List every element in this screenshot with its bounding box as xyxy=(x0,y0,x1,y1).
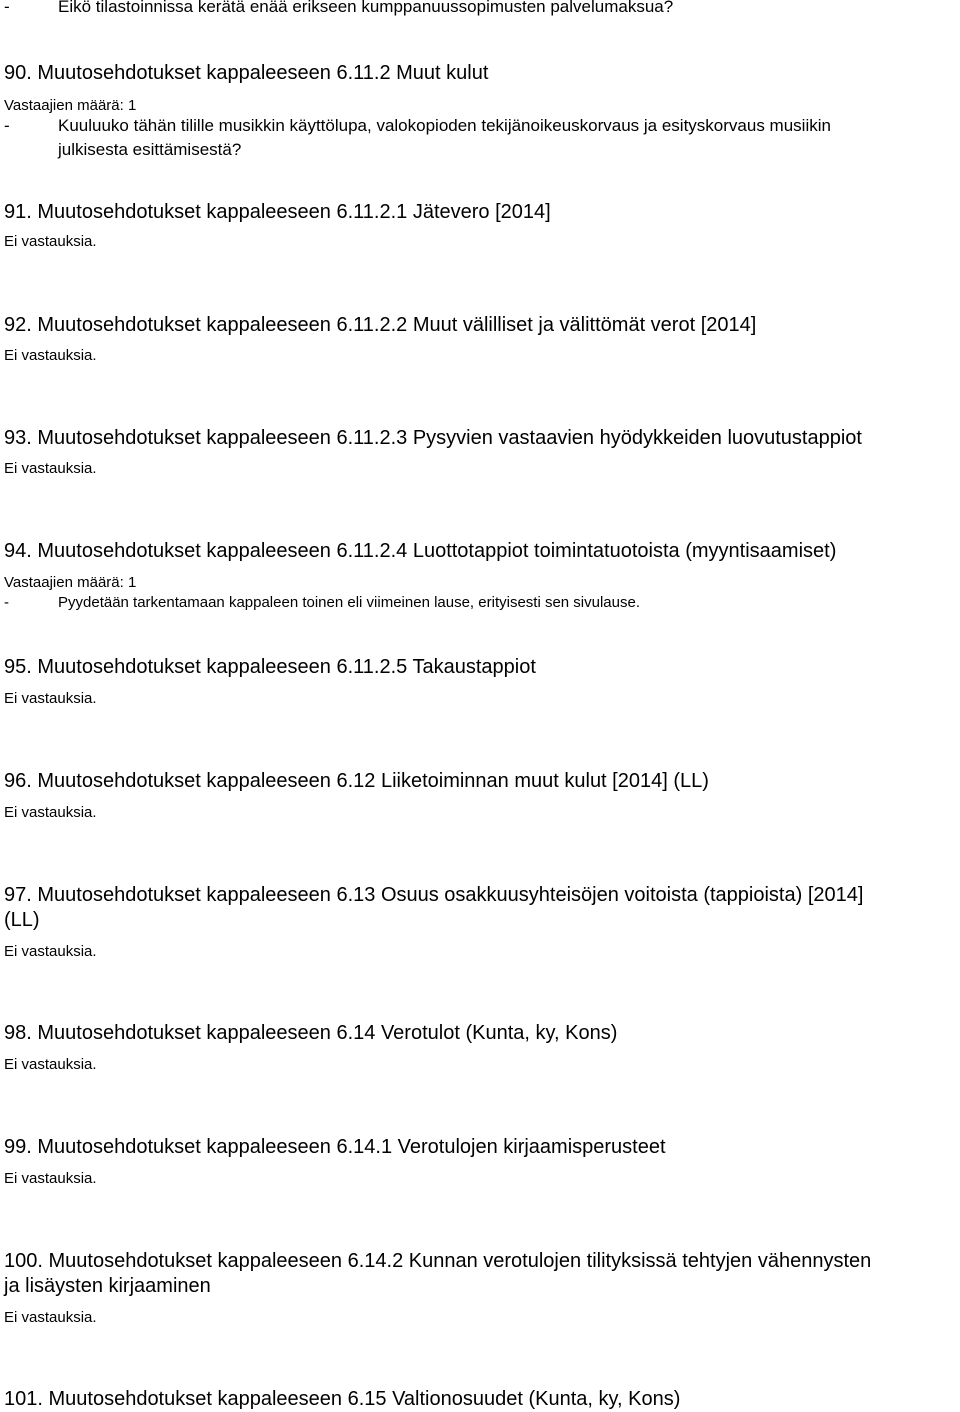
section-99-status: Ei vastauksia. xyxy=(4,1170,97,1187)
section-91-status: Ei vastauksia. xyxy=(4,233,97,250)
section-92-title: 92. Muutosehdotukset kappaleeseen 6.11.2.2 Muut välilliset ja välittömät verot [2014] xyxy=(4,314,757,336)
section-95-status: Ei vastauksia. xyxy=(4,690,97,707)
section-100-status: Ei vastauksia. xyxy=(4,1309,97,1326)
section-90-title: 90. Muutosehdotukset kappaleeseen 6.11.2 Muut kulut xyxy=(4,62,489,84)
section-98-title: 98. Muutosehdotukset kappaleeseen 6.14 Verotulot (Kunta, ky, Kons) xyxy=(4,1022,618,1044)
section-96-title: 96. Muutosehdotukset kappaleeseen 6.12 Liiketoiminnan muut kulut [2014] (LL) xyxy=(4,770,709,792)
section-93-status: Ei vastauksia. xyxy=(4,460,97,477)
section-97-status: Ei vastauksia. xyxy=(4,943,97,960)
section-92-status: Ei vastauksia. xyxy=(4,347,97,364)
section-97-title-line-2: (LL) xyxy=(4,909,40,931)
comment-line-1: Pyydetään tarkentamaan kappaleen toinen eli viimeinen lause, erityisesti sen sivulause. xyxy=(58,594,641,611)
section-93-title: 93. Muutosehdotukset kappaleeseen 6.11.2.3 Pysyvien vastaavien hyödykkeiden luovutustappiot xyxy=(4,427,862,449)
top-comment xyxy=(4,0,674,20)
section-101-title: 101. Muutosehdotukset kappaleeseen 6.15 Valtionosuudet (Kunta, ky, Kons) xyxy=(4,1388,681,1410)
comment-dash: - xyxy=(4,0,10,16)
section-94-comment xyxy=(4,594,641,612)
section-96-status: Ei vastauksia. xyxy=(4,804,97,821)
section-100-title-line-1: 100. Muutosehdotukset kappaleeseen 6.14.2 Kunnan verotulojen tilityksissä tehtyjen vähennysten xyxy=(4,1250,872,1272)
section-97-title-line-1: 97. Muutosehdotukset kappaleeseen 6.13 Osuus osakkuusyhteisöjen voitoista (tappioista) [2014] xyxy=(4,884,864,906)
section-94-title: 94. Muutosehdotukset kappaleeseen 6.11.2.4 Luottotappiot toimintatuotoista (myyntisaamiset) xyxy=(4,540,837,562)
section-94-respondents: Vastaajien määrä: 1 xyxy=(4,574,137,591)
comment-dash: - xyxy=(4,116,10,135)
section-91-title: 91. Muutosehdotukset kappaleeseen 6.11.2.1 Jätevero [2014] xyxy=(4,201,551,223)
section-98-status: Ei vastauksia. xyxy=(4,1056,97,1073)
comment-text: Eikö tilastoinnissa kerätä enää erikseen kumppanuussopimusten palvelumaksua? xyxy=(58,0,674,16)
section-99-title: 99. Muutosehdotukset kappaleeseen 6.14.1 Verotulojen kirjaamisperusteet xyxy=(4,1136,666,1158)
section-100-title-line-2: ja lisäysten kirjaaminen xyxy=(4,1275,211,1297)
comment-dash: - xyxy=(4,594,9,611)
section-90-comment xyxy=(4,113,956,139)
section-90-respondents: Vastaajien määrä: 1 xyxy=(4,97,137,114)
section-90-comment-line-2: julkisesta esittämisestä? xyxy=(58,140,242,159)
comment-line-1: Kuuluuko tähän tilille musikkin käyttölupa, valokopioden tekijänoikeuskorvaus ja esityskorvaus musiikin xyxy=(58,116,831,135)
section-95-title: 95. Muutosehdotukset kappaleeseen 6.11.2.5 Takaustappiot xyxy=(4,656,536,678)
